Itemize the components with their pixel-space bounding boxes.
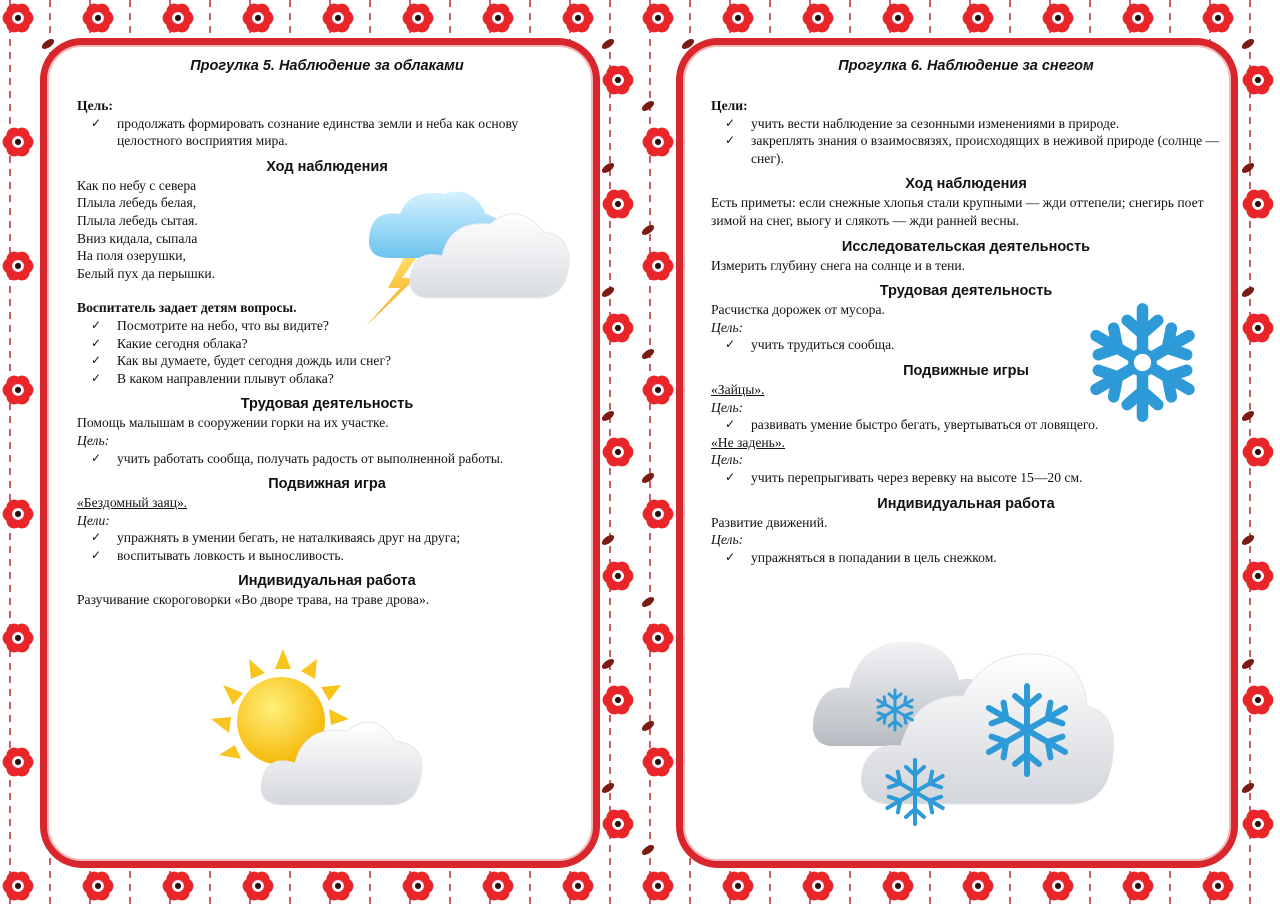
flower-decoration bbox=[1123, 4, 1154, 33]
flower-decoration bbox=[323, 4, 354, 33]
poem-line: На поля озерушки, bbox=[77, 248, 186, 264]
flower-decoration bbox=[643, 624, 674, 653]
leaf-decoration bbox=[600, 409, 615, 423]
list-item: ✓ упражнять в умении бегать, не наталкиваясь друг на друга; bbox=[117, 529, 577, 547]
flower-decoration bbox=[3, 500, 34, 529]
sun-cloud-icon bbox=[205, 645, 430, 825]
flower-decoration bbox=[643, 4, 674, 33]
list-item: ✓ Какие сегодня облака? bbox=[117, 335, 577, 353]
left-goal-label: Цель: bbox=[77, 98, 113, 113]
leaf-decoration bbox=[600, 533, 615, 547]
flower-decoration bbox=[243, 4, 274, 33]
flower-decoration bbox=[403, 872, 434, 901]
flower-decoration bbox=[3, 624, 34, 653]
flower-decoration bbox=[603, 314, 634, 343]
leaf-decoration bbox=[640, 347, 655, 361]
list-item: ✓ продолжать формировать сознание единства земли и неба как основу целостного восприятия мира. bbox=[117, 115, 577, 150]
flower-decoration bbox=[3, 4, 34, 33]
list-item: ✓ Посмотрите на небо, что вы видите? bbox=[117, 317, 577, 335]
right-game2-name: «Не задень». bbox=[711, 434, 786, 450]
flower-decoration bbox=[1243, 562, 1274, 591]
flower-decoration bbox=[1243, 686, 1274, 715]
left-labor-heading: Трудовая деятельность bbox=[240, 396, 414, 413]
left-page-content bbox=[77, 56, 577, 609]
left-page-title: Прогулка 5. Наблюдение за облаками bbox=[190, 58, 464, 74]
left-game-heading: Подвижная игра bbox=[268, 476, 386, 493]
list-item: ✓ закреплять знания о взаимосвязях, происходящих в неживой природе (солнце — снег). bbox=[751, 132, 1221, 167]
leaf-decoration bbox=[1240, 409, 1255, 423]
flower-decoration bbox=[323, 872, 354, 901]
flower-decoration bbox=[603, 438, 634, 467]
flower-decoration bbox=[3, 128, 34, 157]
flower-decoration bbox=[603, 66, 634, 95]
right-individual-goal-label: Цель: bbox=[711, 532, 744, 548]
list-item: ✓ учить перепрыгивать через веревку на высоте 15—20 см. bbox=[751, 469, 1221, 487]
flower-decoration bbox=[1203, 872, 1234, 901]
left-game-goal-label: Цели: bbox=[77, 512, 110, 528]
flower-decoration bbox=[1243, 810, 1274, 839]
leaf-decoration bbox=[600, 285, 615, 299]
right-labor-goal-label: Цель: bbox=[711, 319, 744, 335]
flower-decoration bbox=[83, 4, 114, 33]
right-individual-heading: Индивидуальная работа bbox=[877, 495, 1055, 512]
left-individual-heading: Индивидуальная работа bbox=[238, 573, 416, 590]
poem-line: Вниз кидала, сыпала bbox=[77, 230, 198, 246]
flower-decoration bbox=[563, 4, 594, 33]
flower-decoration bbox=[243, 872, 274, 901]
flower-decoration bbox=[483, 872, 514, 901]
right-games-heading: Подвижные игры bbox=[903, 362, 1029, 379]
poem-line: Плыла лебедь сытая. bbox=[77, 212, 198, 228]
flower-decoration bbox=[723, 4, 754, 33]
left-game-goal-list bbox=[77, 529, 577, 564]
flower-decoration bbox=[1243, 66, 1274, 95]
flower-decoration bbox=[1243, 190, 1274, 219]
flower-decoration bbox=[1243, 438, 1274, 467]
flower-decoration bbox=[1123, 872, 1154, 901]
flower-decoration bbox=[483, 4, 514, 33]
flower-decoration bbox=[643, 128, 674, 157]
flower-decoration bbox=[3, 252, 34, 281]
right-goal-list bbox=[711, 115, 1221, 168]
leaf-decoration bbox=[640, 843, 655, 857]
leaf-decoration bbox=[640, 99, 655, 113]
flower-decoration bbox=[603, 686, 634, 715]
leaf-decoration bbox=[1240, 161, 1255, 175]
leaf-decoration bbox=[600, 37, 615, 51]
list-item: ✓ Как вы думаете, будет сегодня дождь или снег? bbox=[117, 352, 577, 370]
right-game1-goal-label: Цель: bbox=[711, 399, 744, 415]
snow-cloud-icon bbox=[805, 630, 1120, 835]
leaf-decoration bbox=[600, 781, 615, 795]
poem-line: Как по небу с севера bbox=[77, 177, 197, 193]
list-item: ✓ развивать умение быстро бегать, увертываться от ловящего. bbox=[751, 416, 1221, 434]
storm-cloud-icon bbox=[360, 180, 575, 330]
right-individual-goal-list bbox=[711, 549, 1221, 567]
left-labor-goal-list bbox=[77, 450, 577, 468]
leaf-decoration bbox=[1240, 657, 1255, 671]
flower-decoration bbox=[883, 4, 914, 33]
flower-decoration bbox=[883, 872, 914, 901]
right-page-title: Прогулка 6. Наблюдение за снегом bbox=[838, 58, 1094, 74]
list-item: ✓ упражняться в попадании в цель снежком. bbox=[751, 549, 1221, 567]
flower-decoration bbox=[563, 872, 594, 901]
leaf-decoration bbox=[1240, 37, 1255, 51]
flower-decoration bbox=[603, 190, 634, 219]
snowflake-icon bbox=[1085, 300, 1200, 425]
leaf-decoration bbox=[600, 657, 615, 671]
flower-decoration bbox=[403, 4, 434, 33]
flower-decoration bbox=[803, 4, 834, 33]
flower-decoration bbox=[803, 872, 834, 901]
list-item: ✓ воспитывать ловкость и выносливость. bbox=[117, 547, 577, 565]
right-labor-heading: Трудовая деятельность bbox=[879, 283, 1053, 300]
leaf-decoration bbox=[1240, 533, 1255, 547]
right-game1-name: «Зайцы». bbox=[711, 381, 765, 397]
flower-decoration bbox=[3, 748, 34, 777]
right-labor-text: Расчистка дорожек от мусора. bbox=[711, 302, 885, 318]
flower-decoration bbox=[163, 872, 194, 901]
flower-decoration bbox=[1043, 4, 1074, 33]
flower-decoration bbox=[963, 4, 994, 33]
poem-line: Плыла лебедь белая, bbox=[77, 195, 197, 211]
left-labor-goal-label: Цель: bbox=[77, 432, 110, 448]
flower-decoration bbox=[3, 376, 34, 405]
flower-decoration bbox=[643, 376, 674, 405]
flower-decoration bbox=[3, 872, 34, 901]
list-item: ✓ учить трудиться сообща. bbox=[751, 336, 1221, 354]
right-observation-heading: Ход наблюдения bbox=[905, 176, 1027, 193]
leaf-decoration bbox=[640, 471, 655, 485]
leaf-decoration bbox=[640, 223, 655, 237]
left-individual-text: Разучивание скороговорки «Во дворе трава, на траве дрова». bbox=[77, 592, 430, 608]
leaf-decoration bbox=[640, 595, 655, 609]
leaf-decoration bbox=[1240, 781, 1255, 795]
right-research-text: Измерить глубину снега на солнце и в тени. bbox=[711, 257, 966, 273]
right-observation-text: Есть приметы: если снежные хлопья стали крупными — жди оттепели; снегирь поет зимой на снег, выогу и слякоть — жди ранней весны. bbox=[711, 195, 1204, 228]
flower-decoration bbox=[643, 872, 674, 901]
flower-decoration bbox=[83, 872, 114, 901]
flower-decoration bbox=[643, 748, 674, 777]
leaf-decoration bbox=[640, 719, 655, 733]
flower-decoration bbox=[643, 500, 674, 529]
flower-decoration bbox=[1243, 314, 1274, 343]
left-observation-heading: Ход наблюдения bbox=[266, 158, 388, 175]
flower-decoration bbox=[603, 810, 634, 839]
questions-label: Воспитатель задает детям вопросы. bbox=[77, 300, 297, 316]
list-item: ✓ учить работать сообща, получать радость от выполненной работы. bbox=[117, 450, 577, 468]
poem-line: Белый пух да перышки. bbox=[77, 265, 216, 281]
right-research-heading: Исследовательская деятельность bbox=[841, 238, 1091, 255]
right-game2-goal-label: Цель: bbox=[711, 452, 744, 468]
leaf-decoration bbox=[1240, 285, 1255, 299]
flower-decoration bbox=[643, 252, 674, 281]
flower-decoration bbox=[1043, 872, 1074, 901]
flower-decoration bbox=[603, 562, 634, 591]
leaf-decoration bbox=[600, 161, 615, 175]
left-game-name: «Бездомный заяц». bbox=[77, 495, 188, 511]
right-individual-text: Развитие движений. bbox=[711, 514, 828, 530]
list-item: ✓ учить вести наблюдение за сезонными изменениями в природе. bbox=[751, 115, 1221, 133]
right-goal-label: Цели: bbox=[711, 98, 748, 113]
flower-decoration bbox=[963, 872, 994, 901]
flower-decoration bbox=[723, 872, 754, 901]
right-game2-goal-list bbox=[711, 469, 1221, 487]
list-item: ✓ В каком направлении плывут облака? bbox=[117, 370, 577, 388]
left-labor-text: Помощь малышам в сооружении горки на их участке. bbox=[77, 415, 389, 431]
left-goal-list bbox=[77, 115, 577, 150]
flower-decoration bbox=[163, 4, 194, 33]
flower-decoration bbox=[1203, 4, 1234, 33]
